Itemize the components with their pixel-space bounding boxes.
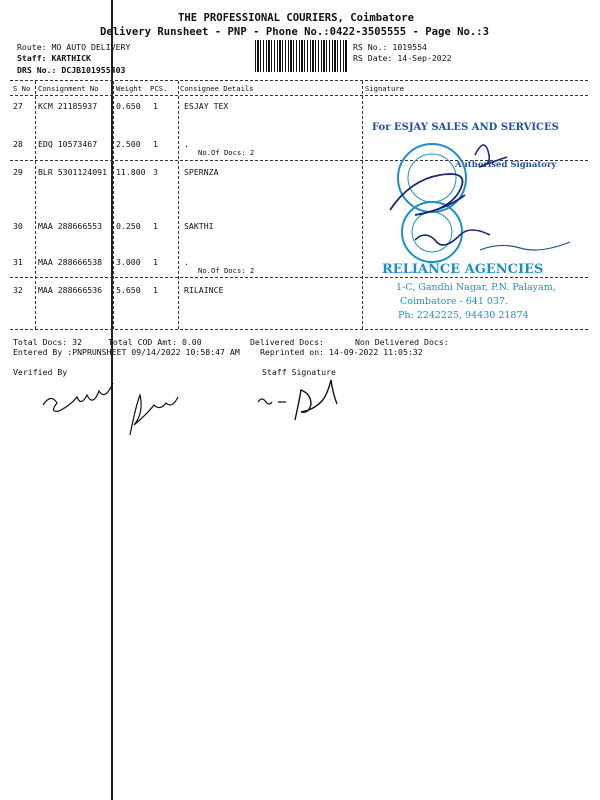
row-29-pcs: 3 [153, 167, 158, 177]
row-31-weight: 3.000 [116, 257, 141, 267]
row-31-docs: No.Of Docs: 2 [198, 266, 255, 275]
verified-by-label: Verified By [13, 367, 68, 377]
col-pcs: PCS. [150, 84, 168, 93]
entered-by: Entered By :PNPRUNSHEET 09/14/2022 10:58:47 AM [13, 347, 240, 357]
row-29-consignment: BLR 5301124091 [38, 167, 108, 177]
staff-signature-label: Staff Signature [262, 367, 336, 377]
reliance-stamp-name: RELIANCE AGENCIES [382, 262, 544, 277]
row-29-sno: 29 [13, 167, 23, 177]
row-31-consignee: . [184, 257, 189, 267]
row-28-consignee: . [184, 139, 189, 149]
row-32-sno: 32 [13, 285, 23, 295]
total-cod: Total COD Amt: 0.00 [108, 337, 202, 347]
row-30-consignment: MAA 288666553 [38, 221, 103, 231]
verified-by-signature [35, 375, 205, 450]
row-31-pcs: 1 [153, 257, 158, 267]
esjay-stamp-title: For ESJAY SALES AND SERVICES [372, 122, 559, 133]
row-28-pcs: 1 [153, 139, 158, 149]
runsheet-subtitle: Delivery Runsheet - PNP - Phone No.:0422-3505555 - Page No.:3 [100, 26, 490, 38]
row-31-sno: 31 [13, 257, 23, 267]
reliance-stamp-phone: Ph: 2242225, 94430 21874 [398, 310, 529, 321]
row-30-consignee: SAKTHI [184, 221, 214, 231]
col-consignee: Consignee Details [180, 84, 254, 93]
col-divider [362, 81, 363, 329]
row-27-pcs: 1 [153, 101, 158, 111]
row-28-docs: No.Of Docs: 2 [198, 148, 255, 157]
row-27-weight: 0.650 [116, 101, 141, 111]
col-divider [113, 81, 114, 329]
reliance-stamp-address2: Coimbatore - 641 037. [400, 296, 509, 307]
row-27-consignee: ESJAY TEX [184, 101, 229, 111]
rs-date: RS Date: 14-Sep-2022 [353, 53, 452, 63]
table-header-rule [10, 95, 588, 96]
col-consignment: Consignment No [38, 84, 99, 93]
consignee-signatures [385, 130, 535, 280]
col-divider [178, 81, 179, 329]
reliance-stamp-address1: 1-C, Gandhi Nagar, P.N. Palayam, [396, 282, 556, 293]
row-29-consignee: SPERNZA [184, 167, 219, 177]
staff-signature-mark [250, 372, 360, 427]
rs-number: RS No.: 1019554 [353, 42, 427, 52]
row-32-consignee: RILAINCE [184, 285, 224, 295]
reprinted-on: Reprinted on: 14-09-2022 11:05:32 [260, 347, 423, 357]
row-31-consignment: MAA 288666538 [38, 257, 103, 267]
row-28-weight: 2.500 [116, 139, 141, 149]
total-docs: Total Docs: 32 [13, 337, 83, 347]
col-signature: Signature [365, 84, 404, 93]
col-weight: Weight [116, 84, 142, 93]
row-32-consignment: MAA 288666536 [38, 285, 103, 295]
table-top-rule [10, 80, 588, 81]
company-title: THE PROFESSIONAL COURIERS, Coimbatore [178, 12, 414, 24]
barcode [255, 40, 347, 72]
col-sno: S No [13, 84, 31, 93]
non-delivered-docs: Non Delivered Docs: [355, 337, 449, 347]
drs-number: DRS No.: DCJB101955403 [17, 65, 126, 75]
row-27-consignment: KCM 21185937 [38, 101, 98, 111]
staff-label: Staff: KARTHICK [17, 53, 91, 63]
row-30-weight: 0.250 [116, 221, 141, 231]
row-28-consignment: EDQ 10573467 [38, 139, 98, 149]
delivered-docs: Delivered Docs: [250, 337, 324, 347]
row-30-sno: 30 [13, 221, 23, 231]
row-30-pcs: 1 [153, 221, 158, 231]
row-29-weight: 11.800 [116, 167, 146, 177]
col-divider [35, 81, 36, 329]
row-27-sno: 27 [13, 101, 23, 111]
route-label: Route: MO AUTO DELIVERY [17, 42, 131, 52]
row-28-sno: 28 [13, 139, 23, 149]
row-32-pcs: 1 [153, 285, 158, 295]
esjay-stamp-signatory: Authorised Signatory [455, 160, 557, 170]
row-32-weight: 5.650 [116, 285, 141, 295]
table-bottom-rule [10, 329, 588, 330]
